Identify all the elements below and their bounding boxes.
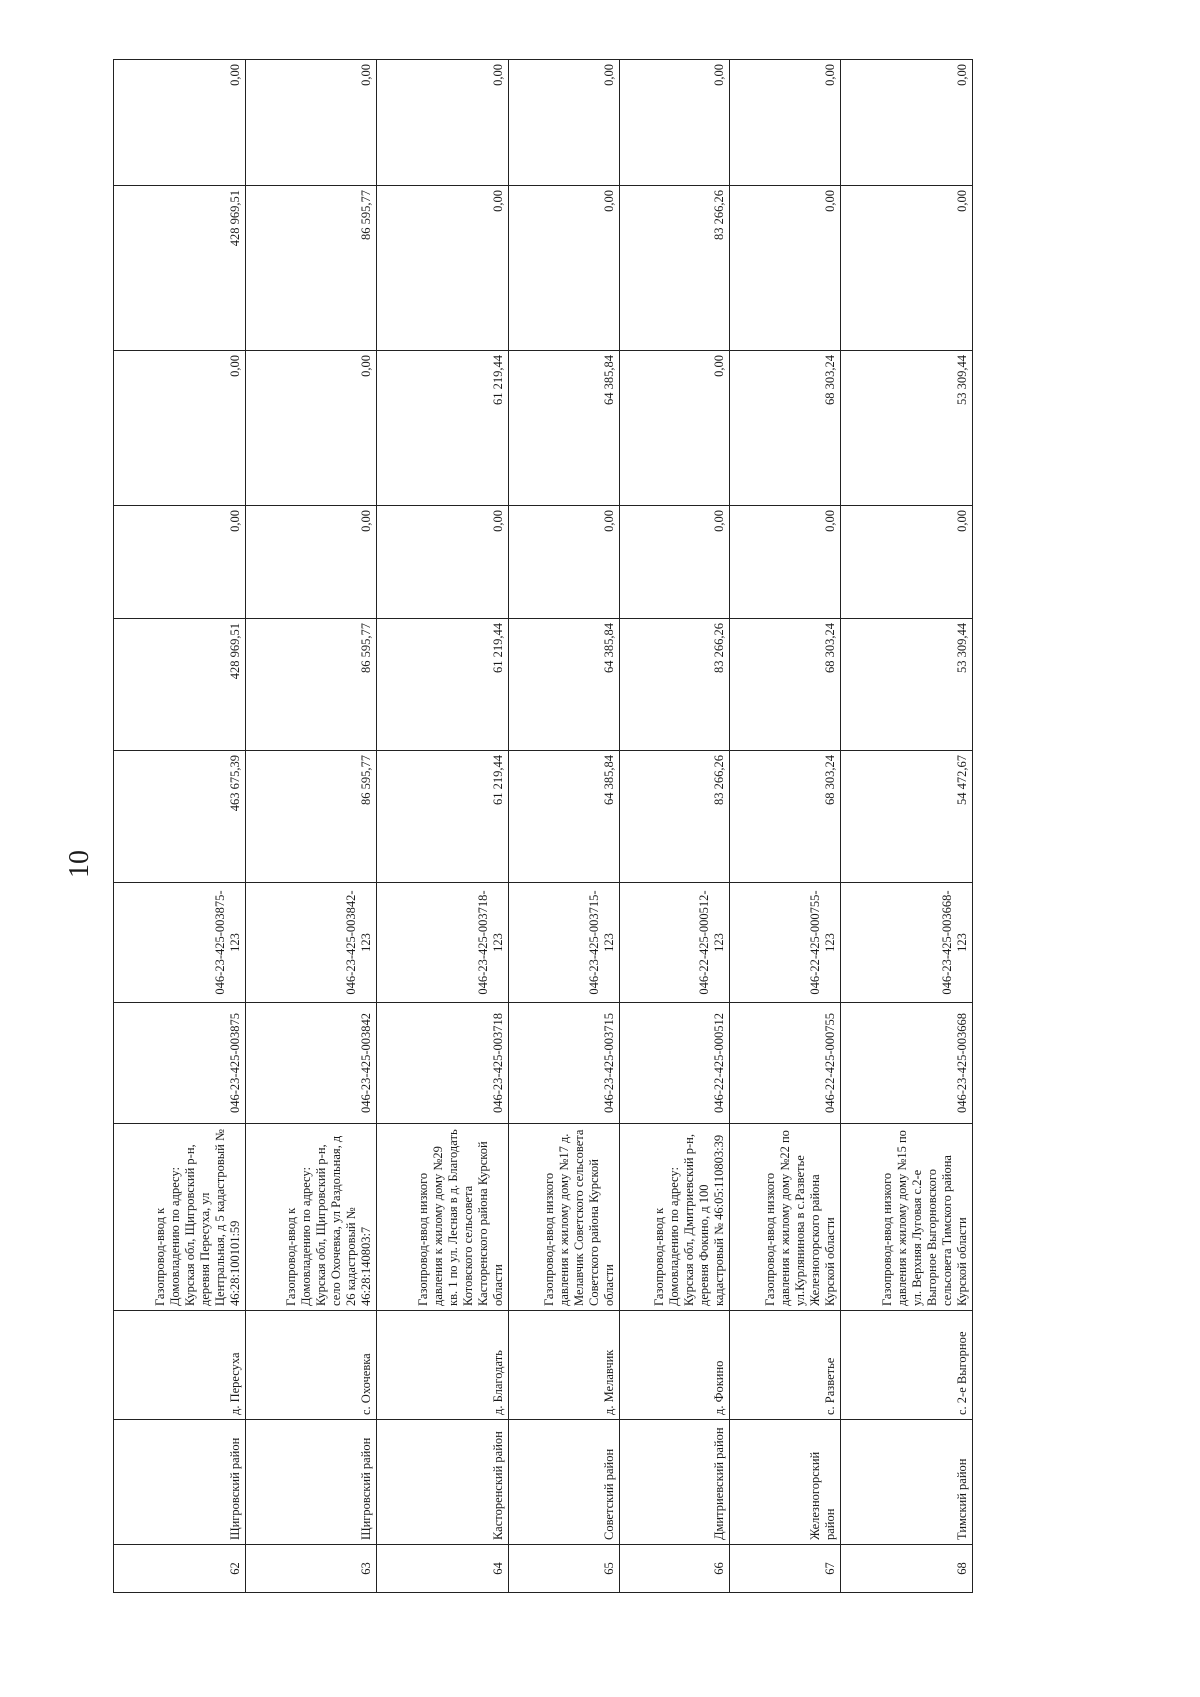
value-cell-6: 0,00 bbox=[841, 60, 973, 186]
value-cell-3: 0,00 bbox=[377, 506, 509, 619]
value-cell-1: 61 219,44 bbox=[377, 751, 509, 883]
object-description-cell: Газопровод-ввод низкого давления к жилому дому №17 д. Мелавчик Советского сельсовета Советского района Курской области bbox=[508, 1124, 619, 1311]
object-code-cell: 046-23-425-003715 bbox=[508, 1003, 619, 1124]
record-code-cell: 046-22-425-000512-123 bbox=[619, 883, 730, 1003]
locality-cell: с. 2-е Выгорное bbox=[841, 1311, 973, 1420]
value-cell-4: 64 385,84 bbox=[508, 351, 619, 506]
value-cell-5: 0,00 bbox=[508, 186, 619, 351]
district-cell: Касторенский район bbox=[377, 1420, 509, 1545]
value-cell-5: 0,00 bbox=[730, 186, 841, 351]
object-description-cell: Газопровод-ввод к Домовладению по адресу: Курская обл, Дмитриевский р-н, деревня Фокино, д 100 кадастровый № 46:05:110803:39 bbox=[619, 1124, 730, 1311]
value-cell-2: 53 309,44 bbox=[841, 619, 973, 751]
district-cell: Железногорский район bbox=[730, 1420, 841, 1545]
value-cell-2: 83 266,26 bbox=[619, 619, 730, 751]
object-description-cell: Газопровод-ввод к Домовладению по адресу: Курская обл, Щигровский р-н, деревня Пересуха, ул Центральная, д 5 кадастровый № 46:28:100101:59 bbox=[114, 1124, 246, 1311]
object-code-cell: 046-23-425-003875 bbox=[114, 1003, 246, 1124]
locality-cell: д. Фокино bbox=[619, 1311, 730, 1420]
value-cell-5: 0,00 bbox=[377, 186, 509, 351]
table-row bbox=[114, 60, 246, 1593]
value-cell-5: 428 969,51 bbox=[114, 186, 246, 351]
record-code-cell: 046-23-425-003875-123 bbox=[114, 883, 246, 1003]
table-row bbox=[619, 60, 730, 1593]
value-cell-5: 0,00 bbox=[841, 186, 973, 351]
record-code-cell: 046-22-425-000755-123 bbox=[730, 883, 841, 1003]
page-number: 10 bbox=[64, 850, 95, 878]
table-row bbox=[730, 60, 841, 1593]
object-description-cell: Газопровод-ввод к Домовладению по адресу: Курская обл, Щигровский р-н, село Охочевка, ул Раздольная, д 26 кадастровый № 46:28:140803:7 bbox=[245, 1124, 377, 1311]
value-cell-4: 0,00 bbox=[245, 351, 377, 506]
record-code-cell: 046-23-425-003715-123 bbox=[508, 883, 619, 1003]
value-cell-5: 83 266,26 bbox=[619, 186, 730, 351]
value-cell-6: 0,00 bbox=[730, 60, 841, 186]
table-row bbox=[508, 60, 619, 1593]
row-number: 62 bbox=[114, 1545, 246, 1593]
value-cell-3: 0,00 bbox=[245, 506, 377, 619]
value-cell-6: 0,00 bbox=[114, 60, 246, 186]
value-cell-3: 0,00 bbox=[619, 506, 730, 619]
value-cell-5: 86 595,77 bbox=[245, 186, 377, 351]
value-cell-6: 0,00 bbox=[245, 60, 377, 186]
row-number: 63 bbox=[245, 1545, 377, 1593]
value-cell-6: 0,00 bbox=[619, 60, 730, 186]
row-number: 68 bbox=[841, 1545, 973, 1593]
record-code-cell: 046-23-425-003718-123 bbox=[377, 883, 509, 1003]
object-description-cell: Газопровод-ввод низкого давления к жилому дому №15 по ул. Верхняя Луговая с.2-е Выгорное Выгорновского сельсовета Тимского района Курской области bbox=[841, 1124, 973, 1311]
locality-cell: с. Охочевка bbox=[245, 1311, 377, 1420]
value-cell-3: 0,00 bbox=[114, 506, 246, 619]
object-code-cell: 046-22-425-000755 bbox=[730, 1003, 841, 1124]
value-cell-1: 86 595,77 bbox=[245, 751, 377, 883]
value-cell-3: 0,00 bbox=[841, 506, 973, 619]
object-code-cell: 046-23-425-003842 bbox=[245, 1003, 377, 1124]
value-cell-1: 83 266,26 bbox=[619, 751, 730, 883]
object-description-cell: Газопровод-ввод низкого давления к жилому дому №22 по ул.Курлянинова в с.Разветье Железногорского района Курской области bbox=[730, 1124, 841, 1311]
table-row bbox=[377, 60, 509, 1593]
district-cell: Тимский район bbox=[841, 1420, 973, 1545]
object-code-cell: 046-22-425-000512 bbox=[619, 1003, 730, 1124]
locality-cell: д. Пересуха bbox=[114, 1311, 246, 1420]
value-cell-4: 0,00 bbox=[114, 351, 246, 506]
value-cell-6: 0,00 bbox=[508, 60, 619, 186]
value-cell-2: 64 385,84 bbox=[508, 619, 619, 751]
value-cell-4: 61 219,44 bbox=[377, 351, 509, 506]
value-cell-3: 0,00 bbox=[730, 506, 841, 619]
value-cell-1: 64 385,84 bbox=[508, 751, 619, 883]
object-code-cell: 046-23-425-003718 bbox=[377, 1003, 509, 1124]
value-cell-4: 68 303,24 bbox=[730, 351, 841, 506]
value-cell-4: 0,00 bbox=[619, 351, 730, 506]
value-cell-1: 463 675,39 bbox=[114, 751, 246, 883]
object-code-cell: 046-23-425-003668 bbox=[841, 1003, 973, 1124]
value-cell-2: 428 969,51 bbox=[114, 619, 246, 751]
district-cell: Советский район bbox=[508, 1420, 619, 1545]
data-table bbox=[113, 59, 973, 1593]
record-code-cell: 046-23-425-003842-123 bbox=[245, 883, 377, 1003]
row-number: 65 bbox=[508, 1545, 619, 1593]
object-description-cell: Газопровод-ввод низкого давления к жилому дому №29 кв. 1 по ул. Лесная в д. Благодать Котовского сельсовета Касторенского района Курской области bbox=[377, 1124, 509, 1311]
value-cell-4: 53 309,44 bbox=[841, 351, 973, 506]
table-row bbox=[841, 60, 973, 1593]
row-number: 67 bbox=[730, 1545, 841, 1593]
value-cell-3: 0,00 bbox=[508, 506, 619, 619]
district-cell: Дмитриевский район bbox=[619, 1420, 730, 1545]
district-cell: Щигровский район bbox=[114, 1420, 246, 1545]
row-number: 64 bbox=[377, 1545, 509, 1593]
locality-cell: д. Мелавчик bbox=[508, 1311, 619, 1420]
value-cell-2: 68 303,24 bbox=[730, 619, 841, 751]
locality-cell: д. Благодать bbox=[377, 1311, 509, 1420]
record-code-cell: 046-23-425-003668-123 bbox=[841, 883, 973, 1003]
locality-cell: с. Разветье bbox=[730, 1311, 841, 1420]
value-cell-1: 68 303,24 bbox=[730, 751, 841, 883]
row-number: 66 bbox=[619, 1545, 730, 1593]
table-row bbox=[245, 60, 377, 1593]
value-cell-2: 61 219,44 bbox=[377, 619, 509, 751]
district-cell: Щигровский район bbox=[245, 1420, 377, 1545]
value-cell-2: 86 595,77 bbox=[245, 619, 377, 751]
value-cell-1: 54 472,67 bbox=[841, 751, 973, 883]
value-cell-6: 0,00 bbox=[377, 60, 509, 186]
